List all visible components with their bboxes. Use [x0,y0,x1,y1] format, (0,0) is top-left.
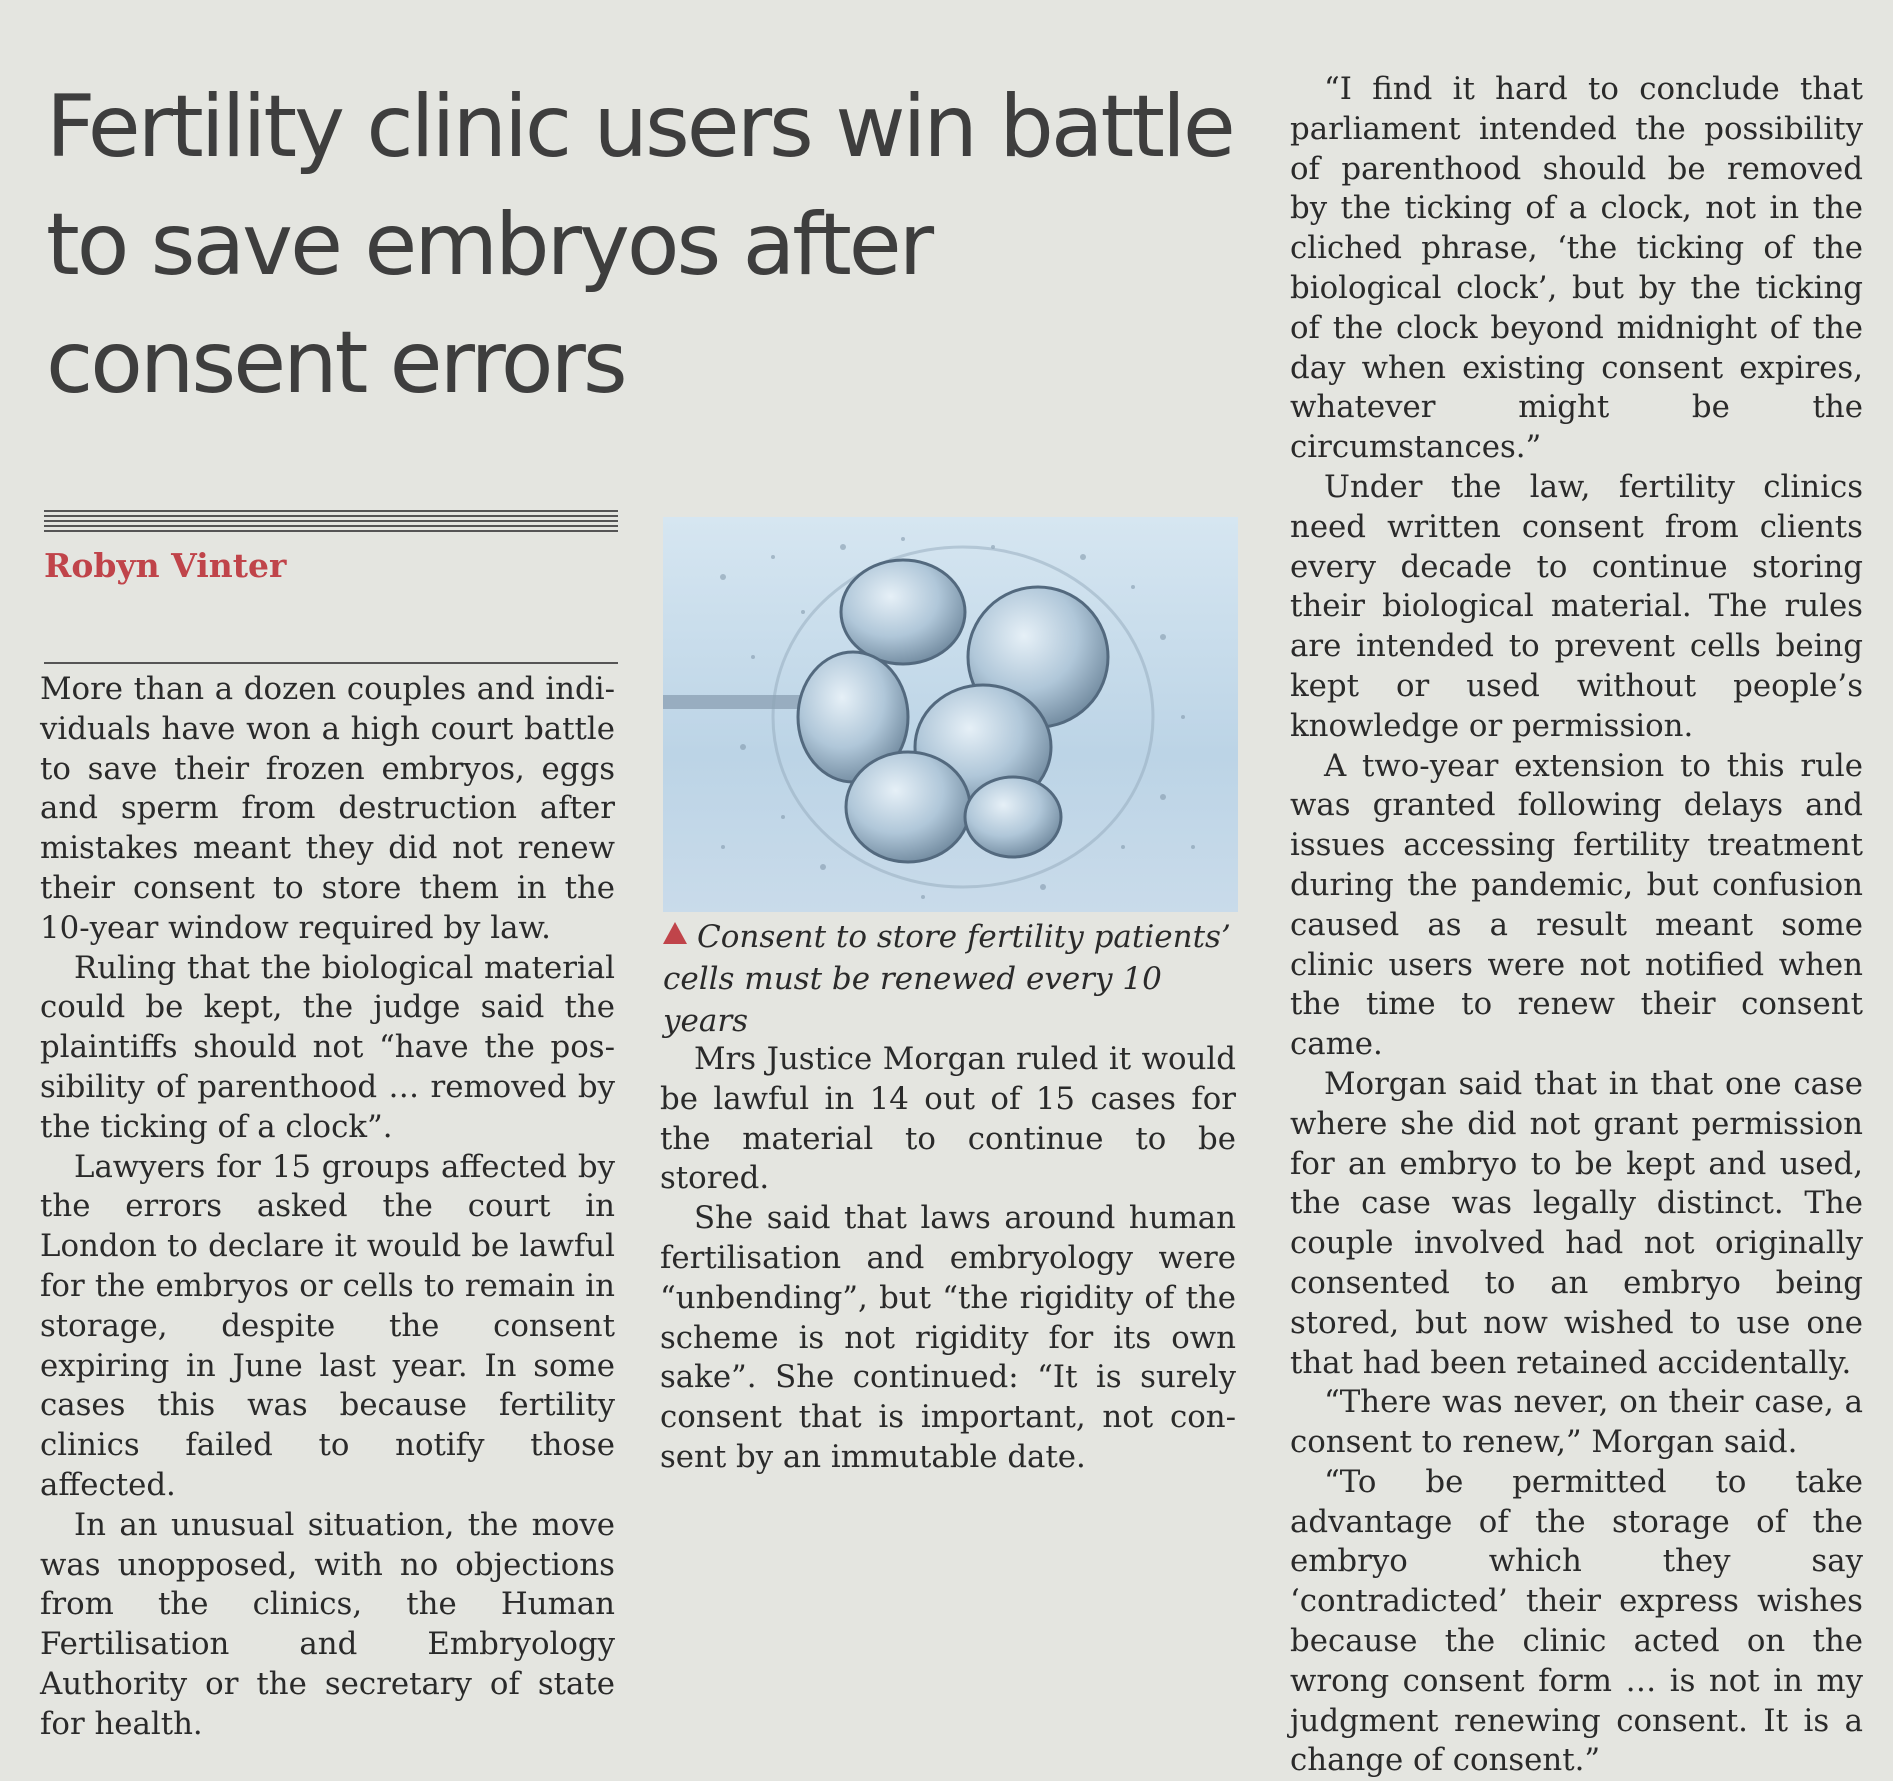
column-1 [40,670,615,1745]
photo-caption [663,916,1238,1042]
paragraph: A two-year extension to this rule was granted following delays and issues accessing fertility treatment during the pandemic, but confusion caused as a result meant some clinic users were not notified when the time to renew their consent came. [1290,747,1863,1063]
byline-divider [44,662,618,664]
paragraph: Morgan said that in that one case where she did not grant permission for an embryo to be kept and used, the case was legally distinct. The couple involved had not originally consented to an embryo being stored, but now wished to use one that had been retained accidentally. [1290,1065,1863,1381]
paragraph: “There was never, on their case, a consent to renew,” Morgan said. [1290,1384,1863,1461]
embryo-photo [663,517,1238,912]
caption-text: Consent to store fertility patients’ cells must be renewed every 10 years [663,919,1231,1039]
byline: Robyn Vinter [44,546,287,585]
embryo-illustration [663,517,1238,912]
paragraph: “I find it hard to conclude that parliament intended the possibility of parenthood should be removed by the ticking of a clock, not in the cliched phrase, ‘the ticking of the biological clock’, but by the ticking of the clock beyond midnight of the day when existing consent expires, whatever might be the circumstances.” [1290,71,1863,466]
paragraph: Lawyers for 15 groups affected by the errors asked the court in London to declare it would be lawful for the embryos or cells to remain in storage, despite the consent expiring in June last year. In some cases this was because fertility clinics failed to notify those affected. [40,1148,615,1503]
column-2 [660,1040,1236,1478]
column-3 [1290,70,1863,1781]
byline-rule-lines [44,510,618,532]
caption-triangle-icon [663,922,687,944]
paragraph: Ruling that the biological material could be kept, the judge said the plaintiffs should not “have the possibility of parenthood … removed by the ticking of a clock”. [40,949,615,1145]
paragraph: Under the law, fertility clinics need written consent from clients every decade to continue storing their biological material. The rules are intended to prevent cells being kept or used without people’s knowledge or permission. [1290,468,1863,744]
paragraph: She said that laws around human fertilisation and embryology were “unbending”, but “the rigidity of the scheme is not rigidity for its own sake”. She continued: “It is surely consent that is important, not consent by an immutable date. [660,1200,1236,1475]
paragraph: “To be permitted to take advantage of the storage of the embryo which they say ‘contradicted’ their express wishes because the clinic acted on the wrong consent form … is not in my judgment renewing consent. It is a change of consent.” [1290,1463,1863,1779]
paragraph: In an unusual situation, the move was unopposed, with no objections from the clinics, the Human Fertilisation and Embryology Authority or the secretary of state for health. [40,1506,615,1742]
paragraph: Mrs Justice Morgan ruled it would be lawful in 14 out of 15 cases for the material to continue to be stored. [660,1041,1236,1197]
paragraph: More than a dozen couples and individuals have won a high court battle to save their frozen embryos, eggs and sperm from destruction after mistakes meant they did not renew their consent to store them in the 10-year window required by law. [40,671,615,946]
headline: Fertility clinic users win battle to save embryos after consent errors [46,77,1233,413]
